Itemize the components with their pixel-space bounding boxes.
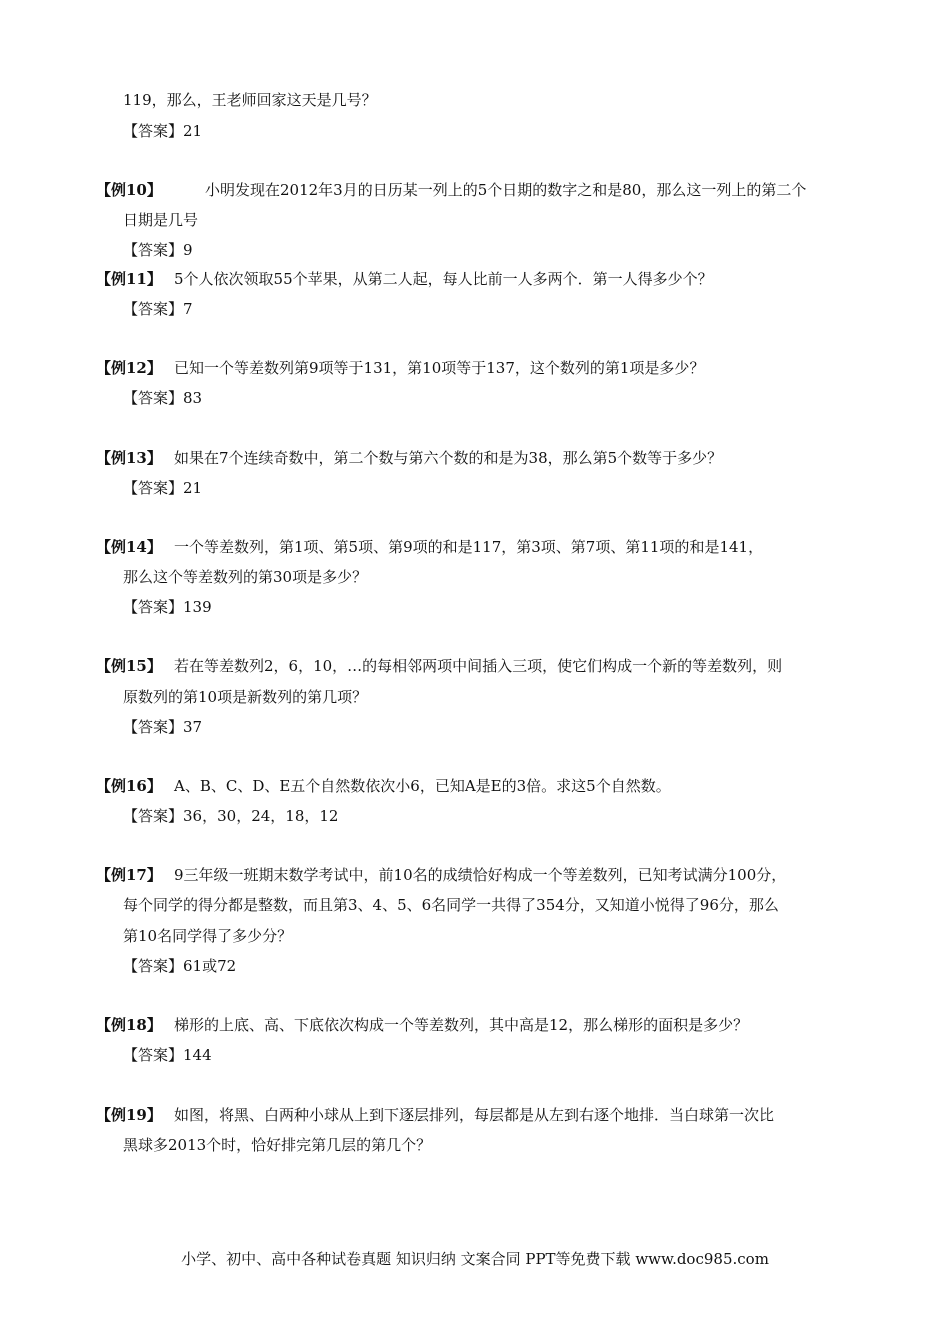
problem-label: 【例16】 <box>96 777 162 795</box>
problem-label: 【例12】 <box>96 359 162 377</box>
problem-text: 9三年级一班期末数学考试中，前10名的成绩恰好构成一个等差数列，已知考试满分100分， <box>174 866 787 884</box>
problem-answer <box>123 597 212 617</box>
problem-text: 已知一个等差数列第9项等于131，第10项等于137，这个数列的第1项是多少？ <box>174 359 705 377</box>
answer-value: 139 <box>183 598 212 616</box>
answer-label: 【答案】 <box>123 598 184 616</box>
problem-answer <box>123 240 193 260</box>
problem-answer <box>123 299 193 319</box>
problem-text: 日期是几号 <box>123 211 199 229</box>
problem-text: 梯形的上底、高、下底依次构成一个等差数列，其中高是12，那么梯形的面积是多少？ <box>174 1016 749 1034</box>
answer-value: 21 <box>183 122 203 140</box>
problem-answer <box>123 478 202 498</box>
answer-label: 【答案】 <box>123 718 184 736</box>
answer-label: 【答案】 <box>123 1046 184 1064</box>
answer-label: 【答案】 <box>123 957 184 975</box>
answer-value: 21 <box>183 479 203 497</box>
problem-text: 那么这个等差数列的第30项是多少？ <box>123 568 368 586</box>
problem-label: 【例13】 <box>96 449 162 467</box>
problem-label: 【例10】 <box>96 181 162 199</box>
answer-value: 61或72 <box>183 957 237 975</box>
answer-value: 37 <box>183 718 203 736</box>
problem-text: 一个等差数列，第1项、第5项、第9项的和是117，第3项、第7项、第11项的和是141， <box>174 538 764 556</box>
problem-text: 黑球多2013个时，恰好排完第几层的第几个？ <box>123 1136 432 1154</box>
problem-text: 若在等差数列2，6，10，…的每相邻两项中间插入三项，使它们构成一个新的等差数列，则 <box>174 657 783 675</box>
problem-text: 小明发现在2012年3月的日历某一列上的5个日期的数字之和是80，那么这一列上的第二个 <box>205 181 807 199</box>
answer-value: 9 <box>183 241 193 259</box>
intro-line: 119，那么，王老师回家这天是几号？ <box>123 91 377 109</box>
problem-label: 【例17】 <box>96 866 162 884</box>
problem-text: 第10名同学得了多少分？ <box>123 927 293 945</box>
problem-text: 原数列的第10项是新数列的第几项？ <box>123 688 368 706</box>
page-footer: 小学、初中、高中各种试卷真题 知识归纳 文案合同 PPT等免费下载 www.doc985.com <box>181 1250 769 1268</box>
problem-answer <box>123 956 236 976</box>
answer-label: 【答案】 <box>123 807 184 825</box>
problem-label: 【例18】 <box>96 1016 162 1034</box>
problem-text: 5个人依次领取55个苹果，从第二人起，每人比前一人多两个．第一人得多少个？ <box>174 270 713 288</box>
answer-label: 【答案】 <box>123 241 184 259</box>
problem-text: 如果在7个连续奇数中，第二个数与第六个数的和是为38，那么第5个数等于多少？ <box>174 449 723 467</box>
answer-label: 【答案】 <box>123 300 184 318</box>
answer-label: 【答案】 <box>123 389 184 407</box>
problem-text: A、B、C、D、E五个自然数依次小6，已知A是E的3倍。求这5个自然数。 <box>174 777 671 795</box>
problem-label: 【例14】 <box>96 538 162 556</box>
problem-text: 如图，将黑、白两种小球从上到下逐层排列，每层都是从左到右逐个地排．当白球第一次比 <box>174 1106 775 1124</box>
problem-answer <box>123 717 202 737</box>
problem-answer <box>123 1045 212 1065</box>
answer-label: 【答案】 <box>123 479 184 497</box>
problem-text: 每个同学的得分都是整数，而且第3、4、5、6名同学一共得了354分，又知道小悦得了96分，那么 <box>123 896 779 914</box>
intro-answer <box>123 121 202 141</box>
problem-answer <box>123 806 338 826</box>
problem-label: 【例19】 <box>96 1106 162 1124</box>
answer-label: 【答案】 <box>123 122 184 140</box>
problem-label: 【例11】 <box>96 270 162 288</box>
answer-value: 36，30，24，18，12 <box>183 807 339 825</box>
problem-answer <box>123 388 202 408</box>
answer-value: 144 <box>183 1046 212 1064</box>
problem-label: 【例15】 <box>96 657 162 675</box>
answer-value: 7 <box>183 300 193 318</box>
answer-value: 83 <box>183 389 203 407</box>
